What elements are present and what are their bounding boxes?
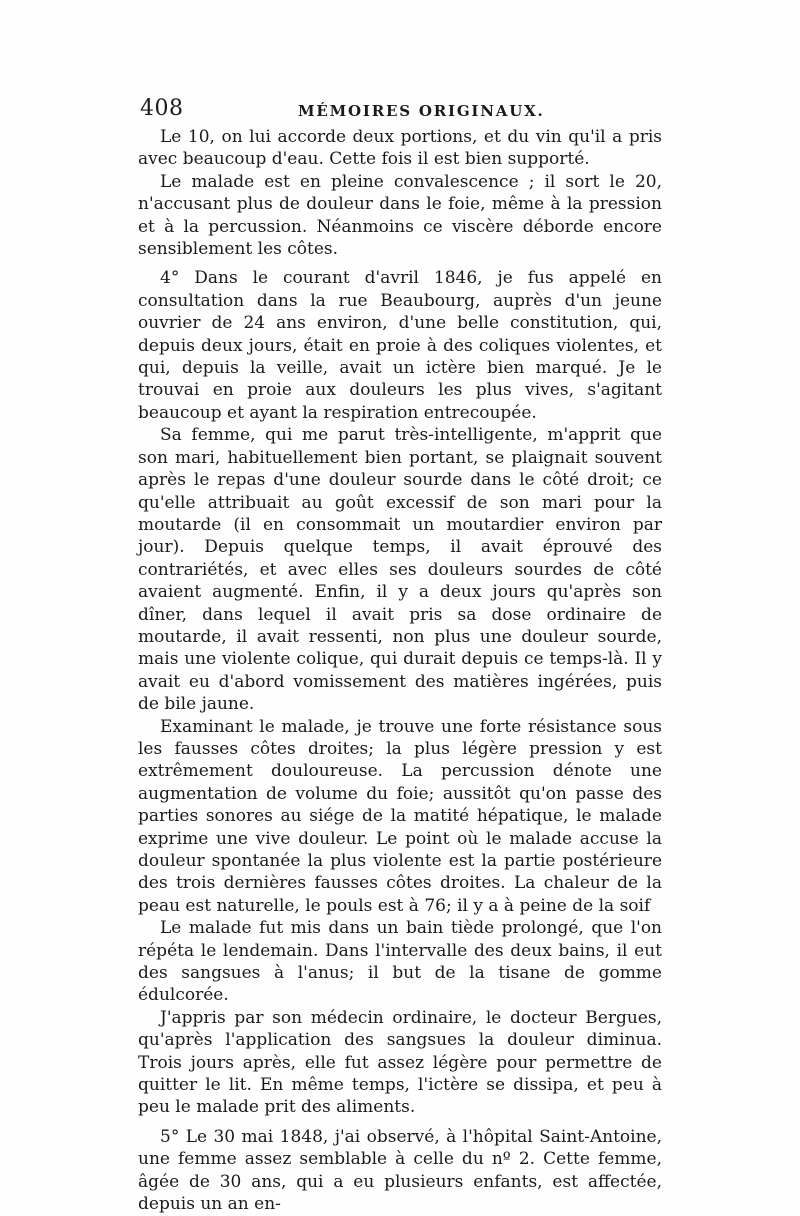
paragraph-outcome: J'appris par son médecin ordinaire, le docteur Bergues, qu'après l'application des sangsues la douleur diminua. Trois jours après, elle fut assez légère pour permettre de quitter le lit. En même temps, l'ictère se dissipa, et peu à peu le malade prit des aliments. xyxy=(138,1007,662,1118)
page-number: 408 xyxy=(140,96,184,121)
body-text xyxy=(138,126,662,1216)
paragraph-followup: Le 10, on lui accorde deux portions, et du vin qu'il a pris avec beaucoup d'eau. Cette fois il est bien supporté. xyxy=(138,127,662,170)
paragraph-case-5: 5° Le 30 mai 1848, j'ai observé, à l'hôpital Saint-Antoine, une femme assez semblable à celle du nº 2. Cette femme, âgée de 30 ans, qui a eu plusieurs enfants, est affectée, depuis un an en- xyxy=(138,1126,662,1215)
paragraph-case-4: 4° Dans le courant d'avril 1846, je fus appelé en consultation dans la rue Beaubourg, auprès d'un jeune ouvrier de 24 ans environ, d'une belle constitution, qui, depuis deux jours, était en proie à des coliques violentes, et qui, depuis la veille, avait un ictère bien marqué. Je le trouvai en proie aux douleurs les plus vives, s'agitant beaucoup et ayant la respiration entrecoupée. xyxy=(138,268,662,423)
paragraph-wife-account: Sa femme, qui me parut très-intelligente, m'apprit que son mari, habituellement bien portant, se plaignait souvent après le repas d'une douleur sourde dans le côté droit; ce qu'elle attribuait au goût excessif de son mari pour la moutarde (il en consommait un moutardier environ par jour). Depuis quelque temps, il avait éprouvé des contrariétés, et avec elles ses douleurs sourdes de côté avaient augmenté. Enfin, il y a deux jours qu'après son dîner, dans lequel il avait pris sa dose ordinaire de moutarde, il avait ressenti, non plus une douleur sourde, mais une violente colique, qui durait depuis ce temps-là. Il y avait eu d'abord vomissement des matières ingérées, puis de bile jaune. xyxy=(138,425,662,715)
running-head: MÉMOIRES ORIGINAUX. xyxy=(298,102,545,120)
paragraph-examination: Examinant le malade, je trouve une forte résistance sous les fausses côtes droites; la plus légère pression y est extrêmement douloureuse. La percussion dénote une augmentation de volume du foie; aussitôt qu'on passe des parties sonores au siége de la matité hépatique, le malade exprime une vive douleur. Le point où le malade accuse la douleur spontanée la plus violente est la partie postérieure des trois dernières fausses côtes droites. La chaleur de la peau est naturelle, le pouls est à 76; il y a à peine de la soif xyxy=(138,716,662,916)
page-header xyxy=(140,96,662,126)
paragraph-treatment: Le malade fut mis dans un bain tiède prolongé, que l'on répéta le lendemain. Dans l'intervalle des deux bains, il eut des sangsues à l'anus; il but de la tisane de gomme édulcorée. xyxy=(138,918,662,1006)
paragraph-convalescence: Le malade est en pleine convalescence ; il sort le 20, n'accusant plus de douleur dans le foie, même à la pression et à la percussion. Néanmoins ce viscère déborde encore sensiblement les côtes. xyxy=(138,171,662,260)
